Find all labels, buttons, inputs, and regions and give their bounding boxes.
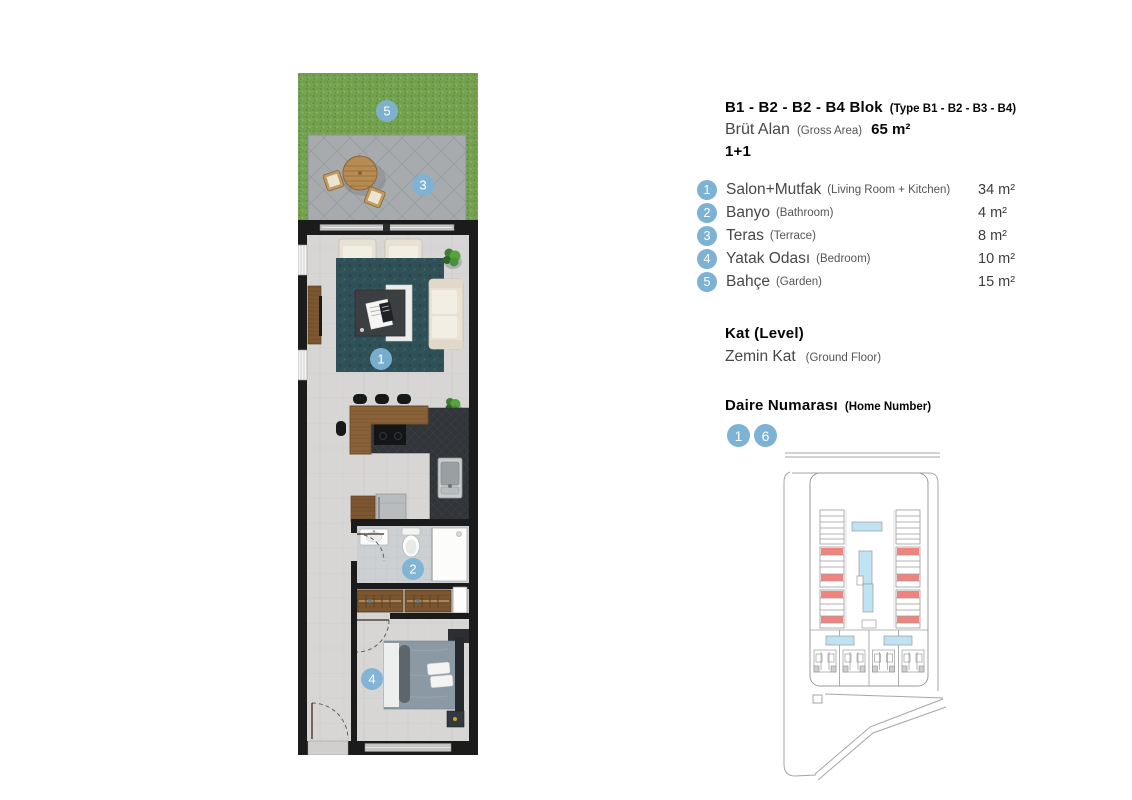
svg-text:4: 4: [368, 671, 376, 687]
wall: [390, 613, 469, 619]
room-area: 8 m²: [978, 227, 1007, 244]
home-number-badge: 1: [727, 424, 750, 447]
room-name: Bahçe: [726, 272, 770, 290]
plan-badge-terrace: [412, 174, 434, 196]
room-row-bedroom: [697, 247, 1042, 270]
room-name-en: (Terrace): [769, 229, 816, 242]
room-area: 34 m²: [978, 181, 1016, 198]
tv-unit: [308, 286, 322, 344]
room-badge: 3: [697, 226, 717, 246]
room-area: 4 m²: [978, 204, 1007, 221]
gross-area-label: Brüt Alan: [725, 121, 790, 138]
nightstand: [447, 711, 464, 727]
svg-text:2: 2: [409, 561, 417, 577]
room-name: Salon+Mutfak: [726, 180, 822, 198]
level-value: Zemin Kat: [725, 348, 796, 365]
room-area: 10 m²: [978, 250, 1016, 267]
room-name-en: (Living Room + Kitchen): [827, 183, 951, 196]
home-number-badge: 6: [754, 424, 777, 447]
floor-plan: [298, 73, 478, 755]
room-area: 15 m²: [978, 273, 1016, 290]
terrace-area: [308, 135, 466, 221]
cabinet: [351, 496, 375, 522]
sink: [438, 458, 462, 498]
terrace-table: [343, 156, 377, 190]
svg-text:1: 1: [377, 351, 385, 367]
floor-plan-graphic: [298, 73, 478, 755]
wardrobe: [357, 587, 469, 613]
window: [365, 744, 451, 752]
plan-badge-garden: [376, 100, 398, 122]
svg-text:5: 5: [383, 103, 391, 119]
bar-stool: [353, 394, 367, 404]
level-value-line: [725, 348, 881, 366]
plan-badge-living-room: [370, 348, 392, 370]
room-row-terrace: [697, 224, 1042, 247]
gross-area-line: [725, 121, 910, 139]
sliding-door: [320, 224, 454, 232]
room-row-living: [697, 178, 1042, 201]
level-label: Kat (Level): [725, 325, 804, 342]
room-name-en: (Garden): [775, 275, 822, 288]
level-label-line: [725, 325, 804, 342]
plan-type-line: [725, 143, 751, 160]
plan-badge-bathroom: [402, 558, 424, 580]
plan-badge-bedroom: [361, 668, 383, 690]
room-name-en: (Bedroom): [816, 252, 871, 265]
block-title: B1 - B2 - B2 - B4 Blok: [725, 99, 883, 116]
window: [298, 245, 307, 275]
site-plan: [780, 448, 950, 793]
window: [298, 350, 307, 380]
wall: [298, 235, 307, 741]
room-name: Teras: [726, 226, 764, 244]
site-plan-graphic: [780, 448, 950, 793]
room-name: Banyo: [726, 203, 770, 221]
room-badge: 2: [697, 203, 717, 223]
room-badge: 4: [697, 249, 717, 269]
wall: [351, 583, 469, 589]
svg-text:3: 3: [419, 177, 427, 193]
wall: [351, 561, 357, 741]
room-name-en: (Bathroom): [775, 206, 834, 219]
appliance: [376, 494, 406, 522]
home-number-badges: [727, 424, 777, 447]
gross-area-label-en: (Gross Area): [796, 125, 863, 137]
home-number-label-line: [725, 397, 931, 414]
room-row-bathroom: [697, 201, 1042, 224]
bar-stool: [397, 394, 411, 404]
shower: [432, 528, 467, 581]
room-name: Yatak Odası: [726, 249, 811, 267]
sofa: [429, 279, 463, 349]
wall: [351, 519, 357, 533]
bar-stool: [336, 421, 346, 436]
level-value-en: (Ground Floor): [805, 352, 882, 364]
room-row-garden: [697, 270, 1042, 293]
home-number-label: Daire Numarası: [725, 397, 838, 414]
block-title-type: (Type B1 - B2 - B3 - B4): [889, 103, 1017, 115]
road-bottom: [813, 694, 946, 780]
wall: [469, 235, 478, 741]
plan-type: 1+1: [725, 143, 752, 160]
block-title-line: [725, 99, 1016, 116]
bed: [384, 637, 464, 711]
bar-stool: [375, 394, 389, 404]
coffee-table: [355, 290, 405, 336]
toilet: [402, 528, 420, 557]
washbasin: [360, 529, 388, 545]
room-badge: 1: [697, 180, 717, 200]
room-badge: 5: [697, 272, 717, 292]
wall: [351, 519, 469, 526]
shoe-cabinet: [453, 587, 467, 613]
road-right: [928, 473, 938, 691]
gross-area-value: 65 m²: [871, 121, 911, 138]
home-number-label-en: (Home Number): [844, 401, 932, 413]
